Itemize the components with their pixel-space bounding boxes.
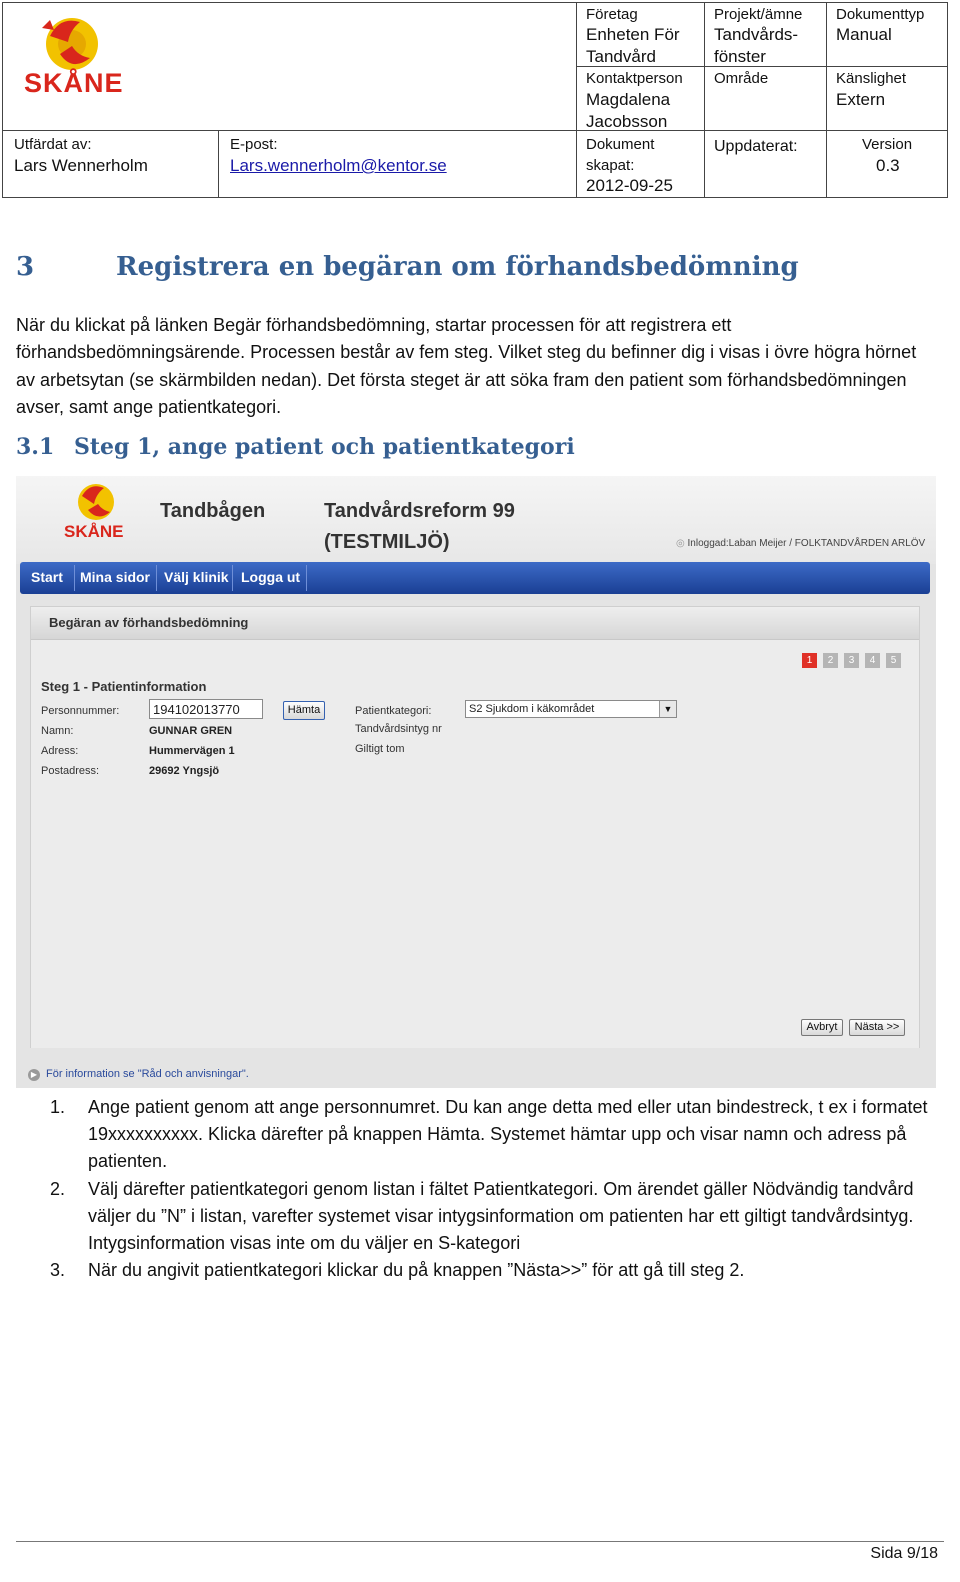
area-label: Område <box>714 70 769 87</box>
personnummer-input[interactable]: 194102013770 <box>149 699 263 719</box>
patientkategori-selected: S2 Sjukdom i käkområdet <box>469 703 595 715</box>
nav-logout[interactable]: Logga ut <box>241 569 301 585</box>
project-value: Tandvårds-fönster <box>714 25 799 66</box>
hamta-button[interactable]: Hämta <box>283 701 325 720</box>
info-link[interactable]: För information se "Råd och anvisningar". <box>46 1068 249 1080</box>
intro-paragraph: När du klickat på länken Begär förhandsbedömning, startar processen för att registrera ett förhandsbedömningsärende. Processen består av fem steg. Vilket steg du befinner dig i visas i övre högra hörnet av arbetsytan (se skärmbilden nedan). Det första steget är att söka fram den patient som förhandsbedömningen avser, samt ange patientkategori. <box>16 315 917 418</box>
company-value: Enheten För Tandvård <box>586 25 680 66</box>
environment-label: (TESTMILJÖ) <box>324 531 450 553</box>
user-icon: ◎ <box>676 538 688 549</box>
divider <box>826 2 827 198</box>
patientkategori-label: Patientkategori: <box>355 705 432 717</box>
namn-label: Namn: <box>41 725 74 737</box>
list-item: 1. Ange patient genom att ange personnumret. Du kan ange detta med eller utan bindestreck, t ex i formatet 19xxxxxxxxxx. Klicka därefter på knappen Hämta. Systemet hämtar upp och visar namn och adress på patienten. <box>50 1097 928 1172</box>
section-heading <box>16 252 799 282</box>
list-item: 2. Välj därefter patientkategori genom listan i fältet Patientkategori. Om ärendet gäller Nödvändig tandvård väljer du ”N” i listan, varefter systemet visar intygsinformation om patienten har ett giltigt tandvårdsintyg. Intygsinformation visas inte om du väljer en S-kategori <box>50 1178 914 1254</box>
giltigt-label: Giltigt tom <box>355 743 405 755</box>
app-name: Tandbågen <box>160 500 266 522</box>
divider <box>576 2 577 198</box>
step-indicator-1: 1 <box>802 653 817 668</box>
step-indicator-5: 5 <box>886 653 901 668</box>
divider <box>218 130 219 198</box>
panel-title: Begäran av förhandsbedömning <box>49 615 249 630</box>
step-indicator-4: 4 <box>865 653 880 668</box>
issued-by-value: Lars Wennerholm <box>14 156 148 175</box>
panel-header <box>31 607 919 640</box>
page-number: Sida 9/18 <box>870 1545 938 1562</box>
divider <box>2 130 948 131</box>
chevron-down-icon[interactable]: ▼ <box>659 701 676 717</box>
reform-title: Tandvårdsreform 99 <box>324 500 515 522</box>
company-label: Företag <box>586 6 638 23</box>
step-indicator-2: 2 <box>823 653 838 668</box>
email-label: E-post: <box>230 136 278 153</box>
section-number: 3 <box>16 252 35 282</box>
sensitivity-value: Extern <box>836 90 886 109</box>
embedded-screenshot <box>16 476 936 1088</box>
region-skane-logo <box>20 6 124 102</box>
logo-text: SKÅNE <box>24 68 124 98</box>
footer-divider <box>16 1541 944 1542</box>
contact-label: Kontaktperson <box>586 70 683 87</box>
doctype-label: Dokumenttyp <box>836 6 925 23</box>
namn-value: GUNNAR GREN <box>149 725 233 737</box>
logged-in-info: ◎ Inloggad:Laban Meijer / FOLKTANDVÅRDEN ARLÖV <box>676 538 926 549</box>
project-label: Projekt/ämne <box>714 6 803 23</box>
updated-label: Uppdaterat: <box>714 138 798 155</box>
issued-by-label: Utfärdat av: <box>14 136 92 153</box>
postadress-value: 29692 Yngsjö <box>149 765 220 777</box>
arrow-right-icon: ▶ <box>28 1069 40 1081</box>
section-title: Registrera en begäran om förhandsbedömning <box>116 252 799 282</box>
app-logo <box>62 480 132 544</box>
nav-start[interactable]: Start <box>31 569 63 585</box>
sensitivity-label: Känslighet <box>836 70 907 87</box>
intyg-label: Tandvårdsintyg nr <box>355 723 442 735</box>
email-link[interactable]: Lars.wennerholm@kentor.se <box>230 156 447 175</box>
next-button[interactable]: Nästa >> <box>849 1019 905 1036</box>
patientkategori-select[interactable] <box>465 700 677 718</box>
subsection-title: Steg 1, ange patient och patientkategori <box>74 434 575 460</box>
step-indicator-3: 3 <box>844 653 859 668</box>
step-heading: Steg 1 - Patientinformation <box>41 679 207 694</box>
avbryt-button[interactable]: Avbryt <box>801 1019 843 1036</box>
list-item: 3. När du angivit patientkategori klickar du på knappen ”Nästa>>” för att gå till steg 2. <box>50 1260 745 1281</box>
personnummer-label: Personnummer: <box>41 705 120 717</box>
request-panel <box>30 606 920 1048</box>
adress-label: Adress: <box>41 745 79 757</box>
nav-divider <box>232 565 233 591</box>
doctype-value: Manual <box>836 25 892 44</box>
instruction-list <box>50 1094 930 1284</box>
nav-divider <box>74 565 75 591</box>
subsection-number: 3.1 <box>16 434 55 460</box>
divider <box>704 2 705 198</box>
info-line <box>28 1068 249 1081</box>
version-label: Version <box>862 136 913 153</box>
created-value: 2012-09-25 <box>586 176 673 195</box>
created-label: Dokument skapat: <box>586 136 655 174</box>
version-value: 0.3 <box>876 156 900 175</box>
subsection-heading <box>16 434 575 460</box>
main-navigation <box>20 562 930 594</box>
adress-value: Hummervägen 1 <box>149 745 235 757</box>
nav-my-pages[interactable]: Mina sidor <box>80 569 151 585</box>
nav-divider <box>156 565 157 591</box>
app-logo-text: SKÅNE <box>64 522 124 541</box>
contact-value: Magdalena Jacobsson <box>586 90 671 131</box>
nav-divider <box>306 565 307 591</box>
postadress-label: Postadress: <box>41 765 100 777</box>
nav-choose-clinic[interactable]: Välj klinik <box>164 569 229 585</box>
